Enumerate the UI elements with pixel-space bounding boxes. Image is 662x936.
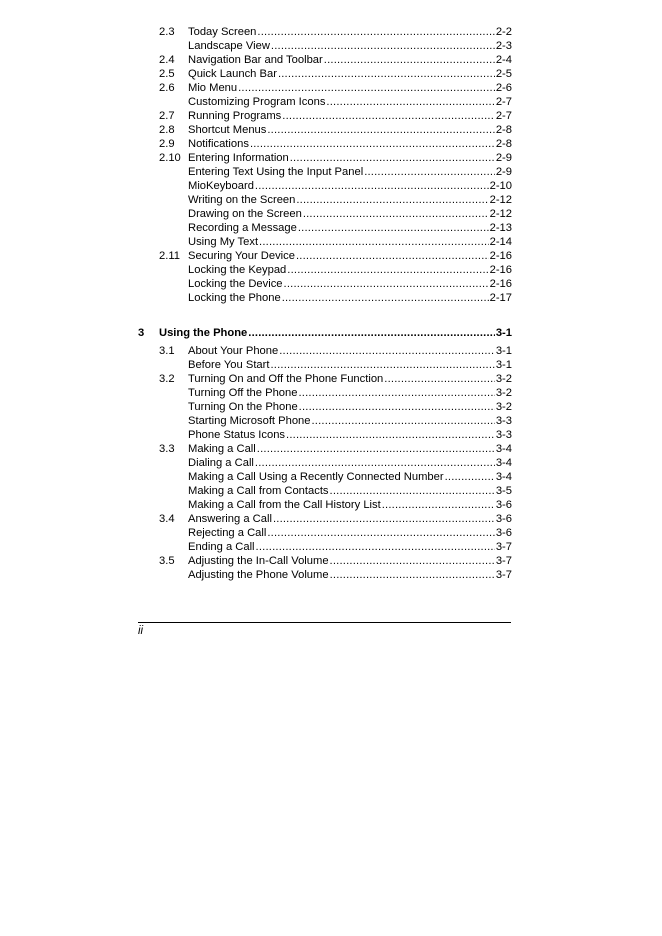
toc-entry-title: Turning Off the Phone	[188, 387, 298, 399]
toc-entry-title: Securing Your Device	[188, 250, 295, 262]
toc-entry-number: 3.2	[159, 373, 175, 385]
toc-entry-page: 2-9	[495, 152, 512, 164]
toc-entry[interactable]	[159, 512, 512, 526]
toc-entry-title: Navigation Bar and Toolbar	[188, 54, 323, 66]
toc-entry[interactable]	[159, 109, 512, 123]
toc-entry-page: 2-6	[495, 82, 512, 94]
toc-entry[interactable]	[159, 123, 512, 137]
toc-entry-page: 3-4	[495, 471, 512, 483]
toc-entry-page: 2-17	[489, 292, 512, 304]
toc-entry[interactable]	[159, 53, 512, 67]
dot-leader	[382, 498, 495, 512]
toc-entry[interactable]	[188, 221, 512, 235]
toc-entry-page: 2-2	[495, 26, 512, 38]
toc-entry-title: Dialing a Call	[188, 457, 254, 469]
toc-entry-title: Making a Call	[188, 443, 256, 455]
toc-entry-page: 3-7	[495, 541, 512, 553]
toc-entry-title: Mio Menu	[188, 82, 238, 94]
toc-chapter-heading[interactable]	[138, 326, 512, 340]
toc-entry[interactable]	[159, 67, 512, 81]
toc-entry-title: Notifications	[188, 138, 249, 150]
toc-entry-number: 3.5	[159, 555, 175, 567]
toc-entry-number: 3.1	[159, 345, 175, 357]
toc-entry-page: 3-2	[495, 387, 512, 399]
toc-entry[interactable]	[188, 484, 512, 498]
dot-leader	[248, 326, 495, 340]
toc-entry[interactable]	[188, 291, 512, 305]
toc-entry-page: 3-5	[495, 485, 512, 497]
toc-entry-page: 2-16	[489, 250, 512, 262]
toc-entry-page: 2-13	[489, 222, 512, 234]
dot-leader	[259, 235, 489, 249]
toc-entry[interactable]	[159, 442, 512, 456]
toc-entry-page: 2-9	[495, 166, 512, 178]
toc-entry-number: 2.6	[159, 82, 175, 94]
dot-leader	[271, 39, 495, 53]
toc-entry-number: 2.10	[159, 152, 181, 164]
dot-leader	[290, 151, 495, 165]
toc-entry-title: Ending a Call	[188, 541, 255, 553]
toc-chapter-page: 3-1	[495, 327, 512, 339]
toc-entry[interactable]	[188, 193, 512, 207]
toc-chapter-number: 3	[138, 327, 145, 339]
toc-entry-title: Landscape View	[188, 40, 270, 52]
dot-leader	[286, 428, 495, 442]
toc-entry[interactable]	[188, 263, 512, 277]
toc-entry-page: 3-3	[495, 415, 512, 427]
toc-entry-number: 3.3	[159, 443, 175, 455]
toc-entry-title: Entering Text Using the Input Panel	[188, 166, 364, 178]
toc-entry[interactable]	[188, 165, 512, 179]
dot-leader	[296, 193, 488, 207]
dot-leader	[298, 386, 494, 400]
toc-entry-title: Shortcut Menus	[188, 124, 267, 136]
toc-entry[interactable]	[188, 470, 512, 484]
footer-rule	[138, 622, 511, 623]
toc-entry-page: 3-7	[495, 555, 512, 567]
dot-leader	[312, 414, 495, 428]
toc-entry-title: Making a Call Using a Recently Connected Number	[188, 471, 444, 483]
toc-entry-page: 3-4	[495, 443, 512, 455]
toc-entry-page: 2-8	[495, 124, 512, 136]
toc-entry-title: About Your Phone	[188, 345, 279, 357]
toc-entry[interactable]	[188, 277, 512, 291]
dot-leader	[238, 81, 495, 95]
dot-leader	[282, 109, 495, 123]
toc-entry[interactable]	[188, 428, 512, 442]
dot-leader	[445, 470, 495, 484]
dot-leader	[270, 358, 494, 372]
toc-entry[interactable]	[188, 95, 512, 109]
dot-leader	[299, 400, 495, 414]
toc-entry[interactable]	[159, 81, 512, 95]
toc-entry-title: Turning On the Phone	[188, 401, 298, 413]
toc-entry-title: Recording a Message	[188, 222, 297, 234]
toc-entry-title: Today Screen	[188, 26, 257, 38]
dot-leader	[330, 554, 495, 568]
dot-leader	[267, 526, 494, 540]
toc-entry-page: 2-8	[495, 138, 512, 150]
toc-entry[interactable]	[188, 498, 512, 512]
toc-entry[interactable]	[188, 400, 512, 414]
toc-entry[interactable]	[159, 249, 512, 263]
dot-leader	[257, 25, 494, 39]
dot-leader	[287, 263, 488, 277]
toc-entry-page: 2-4	[495, 54, 512, 66]
toc-entry-page: 3-4	[495, 457, 512, 469]
dot-leader	[267, 123, 494, 137]
toc-entry-page: 2-7	[495, 110, 512, 122]
toc-entry-page: 2-16	[489, 264, 512, 276]
dot-leader	[282, 291, 489, 305]
toc-entry-title: Drawing on the Screen	[188, 208, 302, 220]
toc-entry-page: 2-12	[489, 194, 512, 206]
toc-entry-title: Adjusting the In-Call Volume	[188, 555, 329, 567]
dot-leader	[326, 95, 494, 109]
toc-entry-number: 2.5	[159, 68, 175, 80]
dot-leader	[324, 53, 495, 67]
toc-entry[interactable]	[188, 540, 512, 554]
toc-entry[interactable]	[188, 568, 512, 582]
dot-leader	[257, 442, 495, 456]
toc-entry[interactable]	[188, 526, 512, 540]
toc-entry-page: 3-2	[495, 401, 512, 413]
dot-leader	[284, 277, 489, 291]
toc-entry-title: Customizing Program Icons	[188, 96, 326, 108]
toc-entry-title: Locking the Device	[188, 278, 283, 290]
toc-entry-title: MioKeyboard	[188, 180, 254, 192]
toc-entry-title: Rejecting a Call	[188, 527, 267, 539]
toc-entry[interactable]	[159, 554, 512, 568]
toc-entry-number: 2.3	[159, 26, 175, 38]
toc-entry-title: Quick Launch Bar	[188, 68, 277, 80]
dot-leader	[255, 456, 495, 470]
toc-entry-page: 3-2	[495, 373, 512, 385]
dot-leader	[298, 221, 489, 235]
toc-entry[interactable]	[159, 151, 512, 165]
toc-entry-page: 3-7	[495, 569, 512, 581]
toc-entry[interactable]	[188, 207, 512, 221]
dot-leader	[273, 512, 495, 526]
toc-entry[interactable]	[188, 39, 512, 53]
toc-entry-title: Writing on the Screen	[188, 194, 296, 206]
dot-leader	[384, 372, 495, 386]
toc-entry-title: Turning On and Off the Phone Function	[188, 373, 384, 385]
toc-entry-title: Before You Start	[188, 359, 270, 371]
toc-entry-page: 2-7	[495, 96, 512, 108]
toc-entry-page: 3-1	[495, 359, 512, 371]
toc-entry-title: Running Programs	[188, 110, 282, 122]
toc-entry-page: 2-10	[489, 180, 512, 192]
toc-entry-title: Making a Call from Contacts	[188, 485, 329, 497]
toc-entry[interactable]	[188, 386, 512, 400]
toc-entry[interactable]	[159, 372, 512, 386]
toc-entry[interactable]	[188, 235, 512, 249]
toc-entry-page: 2-14	[489, 236, 512, 248]
toc-entry-number: 2.7	[159, 110, 175, 122]
toc-entry[interactable]	[188, 414, 512, 428]
toc-entry[interactable]	[159, 25, 512, 39]
toc-entry-title: Locking the Keypad	[188, 264, 287, 276]
toc-entry[interactable]	[188, 456, 512, 470]
toc-entry-page: 3-3	[495, 429, 512, 441]
toc-entry-title: Using My Text	[188, 236, 259, 248]
dot-leader	[364, 165, 495, 179]
dot-leader	[330, 568, 495, 582]
toc-entry-page: 2-5	[495, 68, 512, 80]
dot-leader	[279, 344, 495, 358]
toc-entry-page: 2-12	[489, 208, 512, 220]
footer-page-number: ii	[138, 625, 144, 637]
toc-chapter-title: Using the Phone	[159, 327, 248, 339]
toc-entry[interactable]	[188, 179, 512, 193]
toc-entry-page: 3-6	[495, 527, 512, 539]
dot-leader	[278, 67, 495, 81]
toc-entry-title: Entering Information	[188, 152, 289, 164]
dot-leader	[330, 484, 495, 498]
toc-entry-number: 2.8	[159, 124, 175, 136]
dot-leader	[296, 249, 489, 263]
toc-entry-number: 2.9	[159, 138, 175, 150]
toc-entry-number: 2.4	[159, 54, 175, 66]
toc-entry-title: Locking the Phone	[188, 292, 281, 304]
toc-entry-page: 2-16	[489, 278, 512, 290]
toc-entry-page: 3-6	[495, 499, 512, 511]
toc-entry-page: 3-1	[495, 345, 512, 357]
dot-leader	[250, 137, 495, 151]
toc-entry-number: 2.11	[159, 250, 180, 262]
toc-entry-title: Making a Call from the Call History List	[188, 499, 381, 511]
toc-entry[interactable]	[188, 358, 512, 372]
toc-entry-page: 3-6	[495, 513, 512, 525]
toc-entry-title: Starting Microsoft Phone	[188, 415, 311, 427]
toc-entry-page: 2-3	[495, 40, 512, 52]
dot-leader	[303, 207, 489, 221]
toc-entry-title: Answering a Call	[188, 513, 272, 525]
toc-entry-number: 3.4	[159, 513, 175, 525]
dot-leader	[255, 179, 489, 193]
toc-entry-title: Phone Status Icons	[188, 429, 286, 441]
toc-entry[interactable]	[159, 137, 512, 151]
toc-entry[interactable]	[159, 344, 512, 358]
dot-leader	[256, 540, 495, 554]
toc-entry-title: Adjusting the Phone Volume	[188, 569, 329, 581]
